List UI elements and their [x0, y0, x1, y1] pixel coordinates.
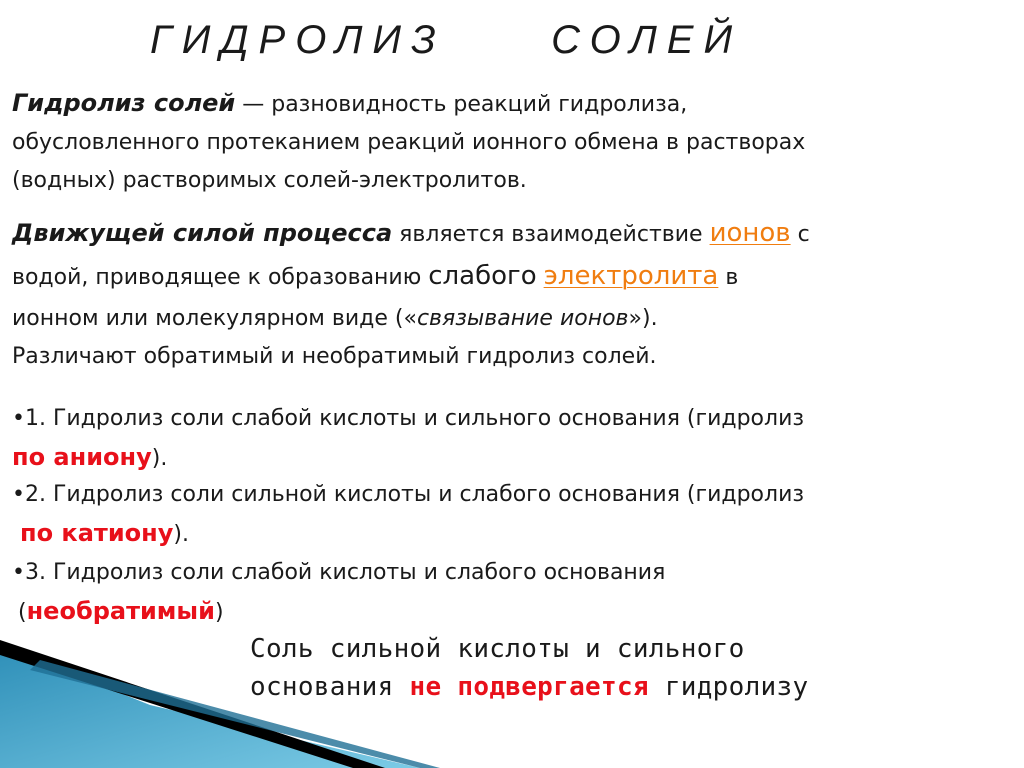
driving-force-text: в — [718, 265, 739, 290]
definition-paragraph — [12, 84, 1017, 200]
slide-title: ГИДРОЛИЗ СОЛЕЙ — [150, 18, 743, 62]
driving-force-term: Движущей силой процесса — [12, 219, 393, 247]
driving-force-line-3 — [12, 300, 1017, 338]
case-2-suffix: ). — [173, 522, 189, 547]
ions-link[interactable]: ионов — [709, 218, 791, 248]
weak-word: слабого — [428, 261, 537, 291]
definition-text: — разновидность реакций гидролиза, — [235, 92, 688, 117]
definition-line-3: (водных) растворимых солей-электролитов. — [12, 168, 527, 193]
driving-force-text: является взаимодействие — [392, 222, 710, 247]
case-3-prefix: ( — [18, 600, 27, 625]
case-1-line-2 — [12, 438, 1012, 478]
definition-line-1 — [12, 84, 1017, 124]
case-2-line-1: •2. Гидролиз соли сильной кислоты и слабого основания (гидролиз — [12, 482, 805, 507]
note-highlight: не подвергается — [409, 672, 649, 702]
electrolyte-link[interactable]: электролита — [543, 261, 719, 291]
driving-force-text: водой, приводящее к образованию — [12, 265, 429, 290]
note-line-1: Соль сильной кислоты и сильного — [250, 634, 745, 664]
case-3-suffix: ) — [214, 600, 224, 625]
driving-force-paragraph — [12, 214, 1017, 376]
driving-force-line-4: Различают обратимый и необратимый гидролиз солей. — [12, 344, 657, 369]
driving-force-line-1 — [12, 214, 1017, 254]
case-1-line-1: •1. Гидролиз соли слабой кислоты и сильного основания (гидролиз — [12, 406, 805, 431]
driving-force-text — [537, 265, 544, 290]
definition-line-2: обусловленного протеканием реакций ионного обмена в растворах — [12, 130, 806, 155]
driving-force-line-2 — [12, 254, 1017, 300]
case-3-highlight: необратимый — [26, 597, 215, 625]
driving-force-text: с — [790, 222, 810, 247]
case-1-suffix: ). — [151, 446, 168, 471]
driving-force-text: ионном или молекулярном виде (« — [12, 306, 417, 331]
case-2-highlight: по катиону — [20, 519, 174, 547]
list-item — [12, 400, 1012, 478]
note-text: гидролизу — [648, 672, 809, 702]
case-2-line-2 — [12, 514, 1012, 554]
strong-salt-note — [250, 630, 808, 706]
definition-term: Гидролиз солей — [12, 89, 236, 117]
note-line-2 — [250, 668, 808, 706]
list-item — [12, 554, 1012, 632]
note-text: основания — [250, 672, 410, 702]
case-3-line-2 — [12, 592, 1012, 632]
case-3-line-1: •3. Гидролиз соли слабой кислоты и слабого основания — [12, 560, 666, 585]
list-item — [12, 476, 1012, 554]
ion-binding-phrase: связывание ионов — [416, 306, 629, 331]
case-1-highlight: по аниону — [12, 443, 152, 471]
driving-force-text: »). — [628, 306, 658, 331]
